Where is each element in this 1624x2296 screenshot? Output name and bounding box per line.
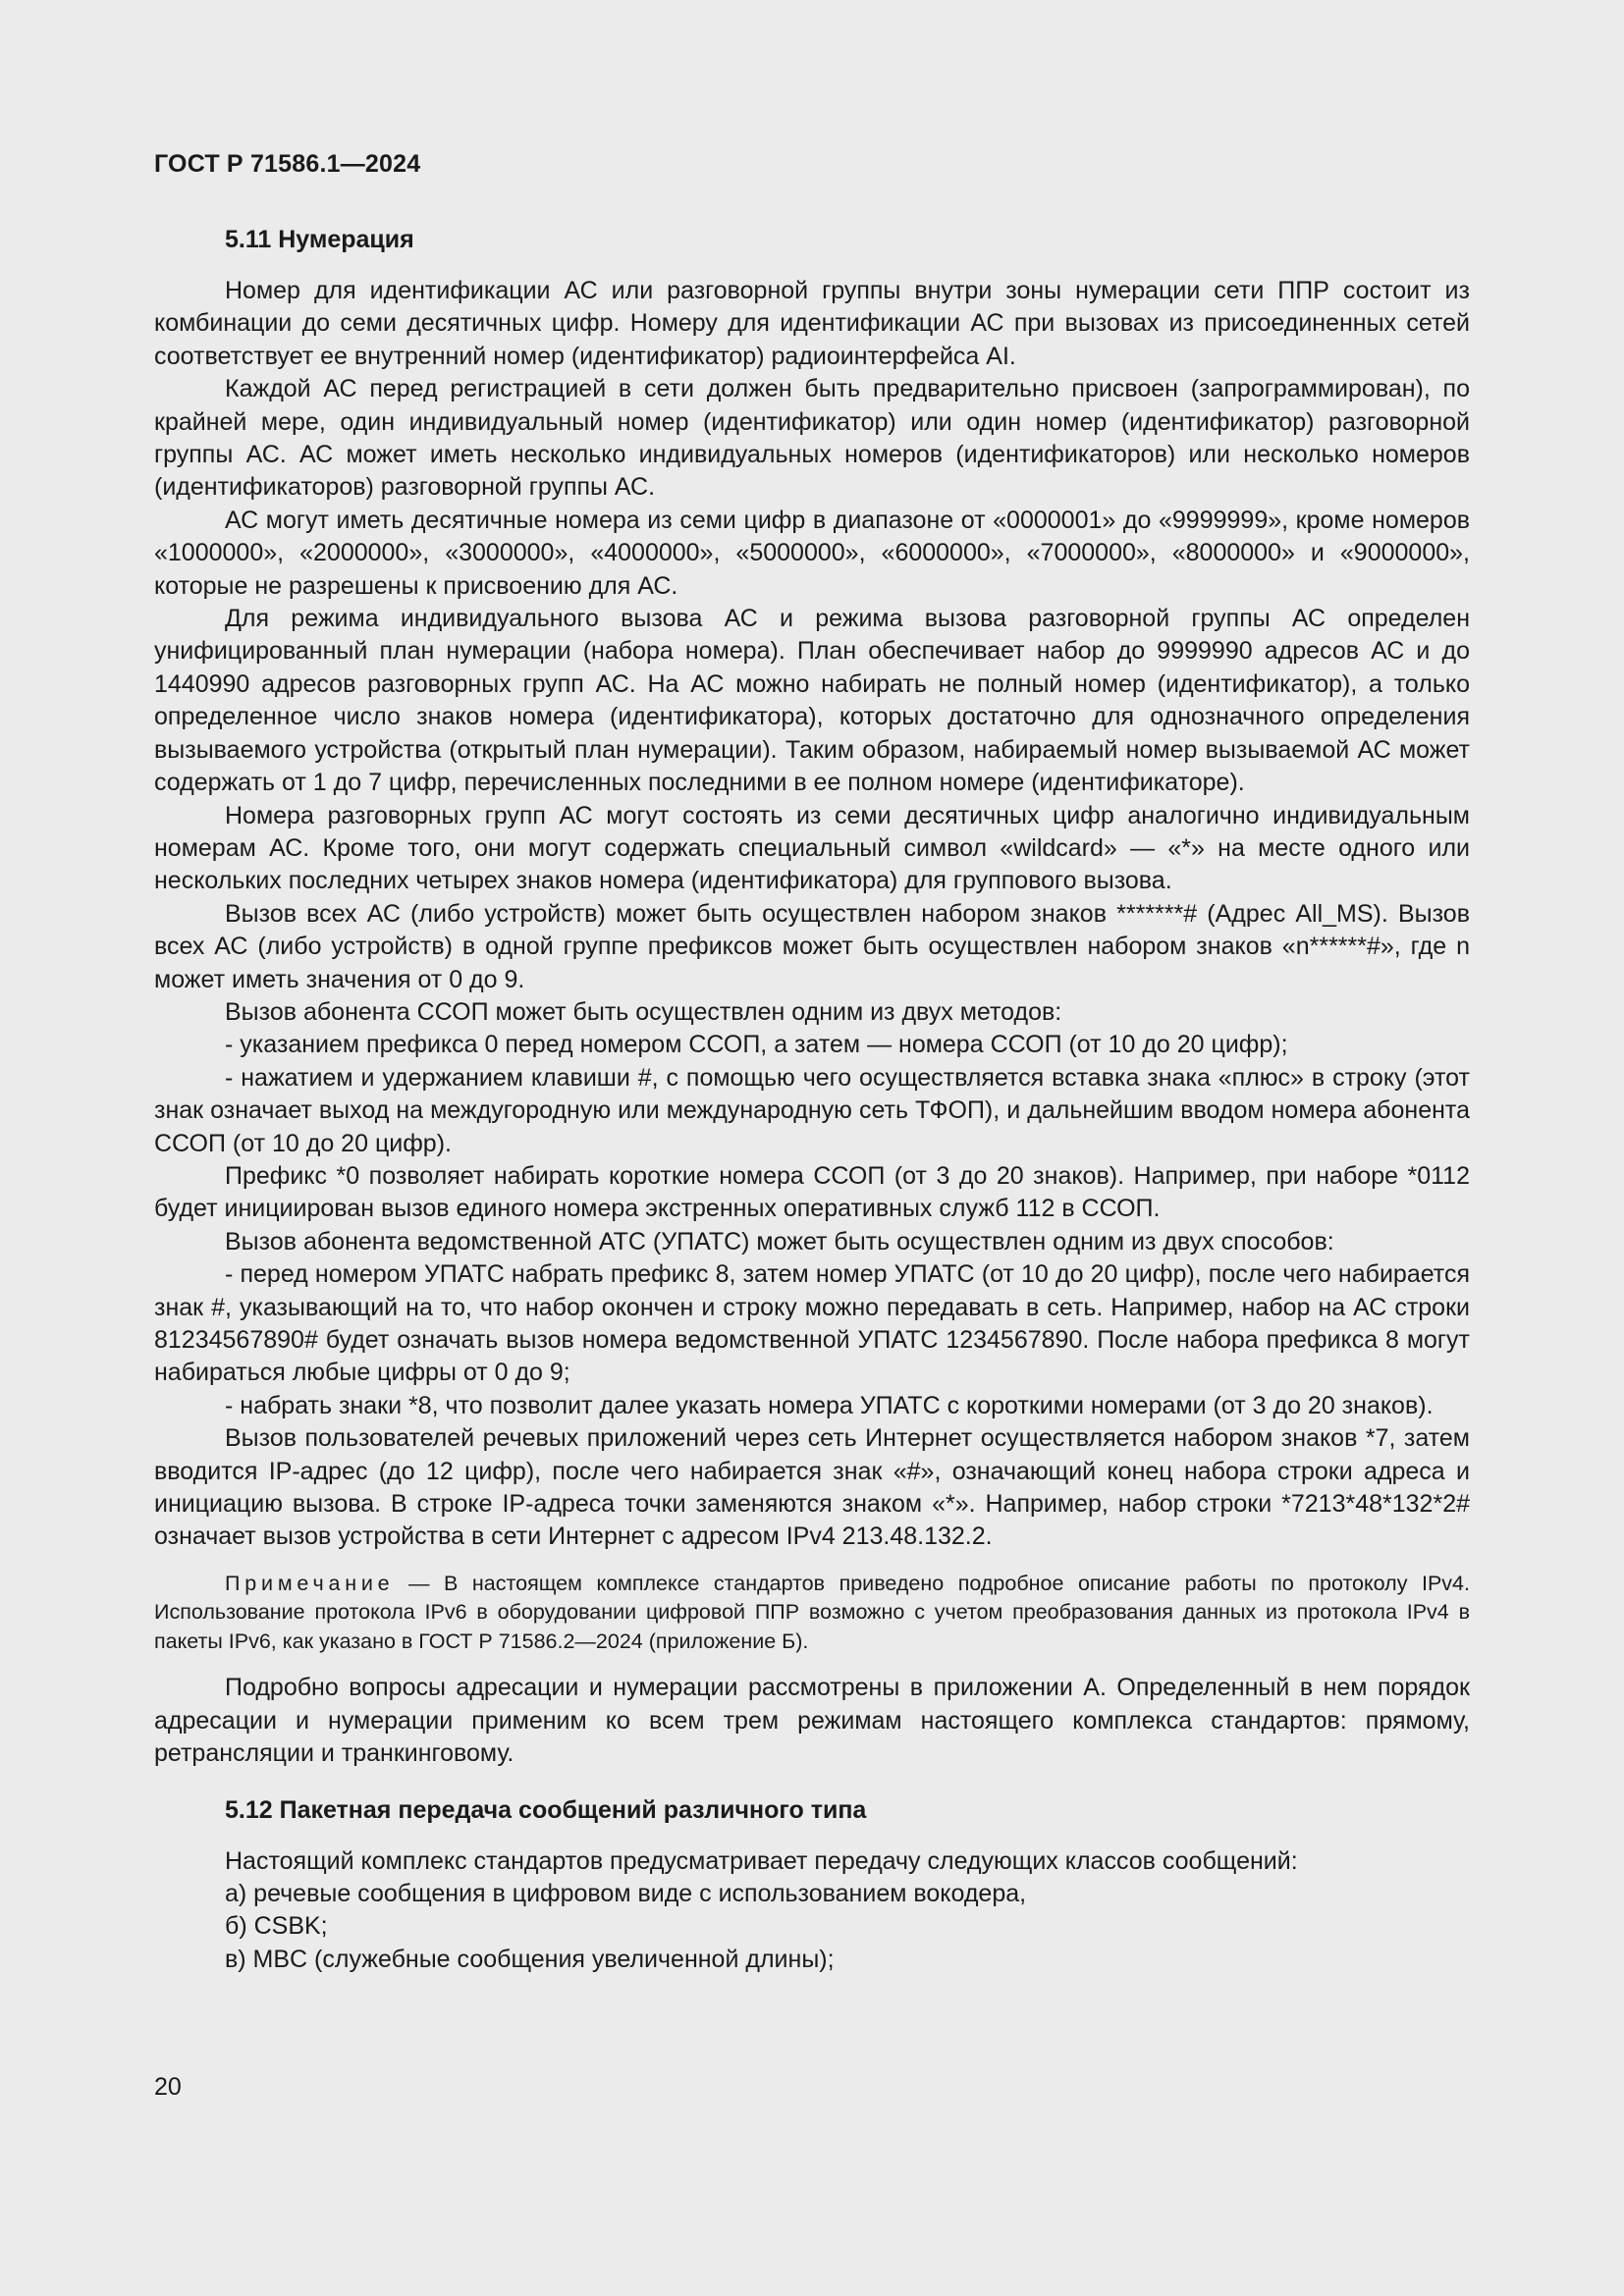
note-text: — В настоящем комплексе стандартов приведено подробное описание работы по протоколу IPv4. Использование протокола IPv6 в оборудовании цифровой ППР возможно с учетом преобразования данных из протокола IPv4 в пакеты IPv6, как указано в ГОСТ Р 71586.2—2024 (приложение Б). <box>154 1571 1470 1653</box>
paragraph: Вызов абонента ведомственной АТС (УПАТС) может быть осуществлен одним из двух способов: <box>225 1227 1334 1255</box>
page-content <box>154 222 1470 1976</box>
paragraph: Вызов пользователей речевых приложений через сеть Интернет осуществляется набором знаков *7, затем вводится IP-адрес (до 12 цифр), после чего набирается знак «#», означающий конец набора строки адреса и инициацию вызова. В строке IP-адреса точки заменяются знаком «*». Например, набор строки *7213*48*132*2# означает вызов устройства в сети Интернет с адресом IPv4 213.48.132.2. <box>154 1424 1470 1551</box>
paragraph: Номера разговорных групп АС могут состоять из семи десятичных цифр аналогично индивидуальным номерам АС. Кроме того, они могут содержать специальный символ «wildcard» — «*» на месте одного или нескольких последних четырех знаков номера (идентификатора) для группового вызова. <box>154 801 1470 895</box>
list-item: - нажатием и удержанием клавиши #, с помощью чего осуществляется вставка знака «плюс» в строку (этот знак означает выход на междугородную или международную сеть ТФОП), и дальнейшим вводом номера абонента ССОП (от 10 до 20 цифр). <box>154 1063 1470 1157</box>
paragraph: Вызов абонента ССОП может быть осуществлен одним из двух методов: <box>225 997 1062 1026</box>
paragraph: Каждой АС перед регистрацией в сети должен быть предварительно присвоен (запрограммирован), по крайней мере, один индивидуальный номер (идентификатор) или один номер (идентификатор) разговорной группы АС. АС может иметь несколько индивидуальных номеров (идентификаторов) или несколько номеров (идентификаторов) разговорной группы АС. <box>154 375 1470 502</box>
note-label: Примечание <box>225 1571 395 1595</box>
paragraph: АС могут иметь десятичные номера из семи цифр в диапазоне от «0000001» до «9999999», кроме номеров «1000000», «2000000», «3000000», «4000000», «5000000», «6000000», «7000000», «8000000» и «9000000», которые не разрешены к присвоению для АС. <box>154 506 1470 600</box>
page-number: 20 <box>154 2073 182 2101</box>
list-item: - перед номером УПАТС набрать префикс 8, затем номер УПАТС (от 10 до 20 цифр), после чего набирается знак #, указывающий на то, что набор окончен и строку можно передавать в сеть. Например, набор на АС строки 81234567890# будет означать вызов номера ведомственной УПАТС 1234567890. После набора префикса 8 могут набираться любые цифры от 0 до 9; <box>154 1260 1470 1387</box>
section-title-5-11: 5.11 Нумерация <box>225 226 414 253</box>
paragraph: Настоящий комплекс стандартов предусматривает передачу следующих классов сообщений: <box>225 1846 1298 1875</box>
paragraph: Префикс *0 позволяет набирать короткие номера ССОП (от 3 до 20 знаков). Например, при наборе *0112 будет инициирован вызов единого номера экстренных оперативных служб 112 в ССОП. <box>154 1161 1470 1223</box>
section-title-5-12: 5.12 Пакетная передача сообщений различного типа <box>225 1795 867 1824</box>
note <box>154 1570 1470 1657</box>
paragraph: Номер для идентификации АС или разговорной группы внутри зоны нумерации сети ППР состоит из комбинации до семи десятичных цифр. Номеру для идентификации АС при вызовах из присоединенных сетей соответствует ее внутренний номер (идентификатор) радиоинтерфейса AI. <box>154 277 1470 370</box>
paragraph: Подробно вопросы адресации и нумерации рассмотрены в приложении А. Определенный в нем порядок адресации и нумерации применим ко всем трем режимам настоящего комплекса стандартов: прямому, ретрансляции и транкинговому. <box>154 1674 1470 1768</box>
list-item: - набрать знаки *8, что позволит далее указать номера УПАТС с короткими номерами (от 3 до 20 знаков). <box>225 1391 1434 1419</box>
list-item: б) CSBK; <box>225 1912 328 1941</box>
paragraph: Для режима индивидуального вызова АС и режима вызова разговорной группы АС определен унифицированный план нумерации (набора номера). План обеспечивает набор до 9999990 адресов АС и до 1440990 адресов разговорных групп АС. На АС можно набирать не полный номер (идентификатор), а только определенное число знаков номера (идентификатора), которых достаточно для однозначного определения вызываемого устройства (открытый план нумерации). Таким образом, набираемый номер вызываемой АС может содержать от 1 до 7 цифр, перечисленных последними в ее полном номере (идентификаторе). <box>154 605 1470 797</box>
paragraph: Вызов всех АС (либо устройств) может быть осуществлен набором знаков *******# (Адрес All_MS). Вызов всех АС (либо устройств) в одной группе префиксов может быть осуществлен набором знаков «n******#», где n может иметь значения от 0 до 9. <box>154 899 1470 993</box>
list-item: в) MBC (служебные сообщения увеличенной длины); <box>225 1945 835 1973</box>
list-item: а) речевые сообщения в цифровом виде с использованием вокодера, <box>225 1879 1027 1907</box>
list-item: - указанием префикса 0 перед номером ССОП, а затем — номера ССОП (от 10 до 20 цифр); <box>225 1031 1288 1059</box>
document-code-header: ГОСТ Р 71586.1—2024 <box>154 150 421 178</box>
